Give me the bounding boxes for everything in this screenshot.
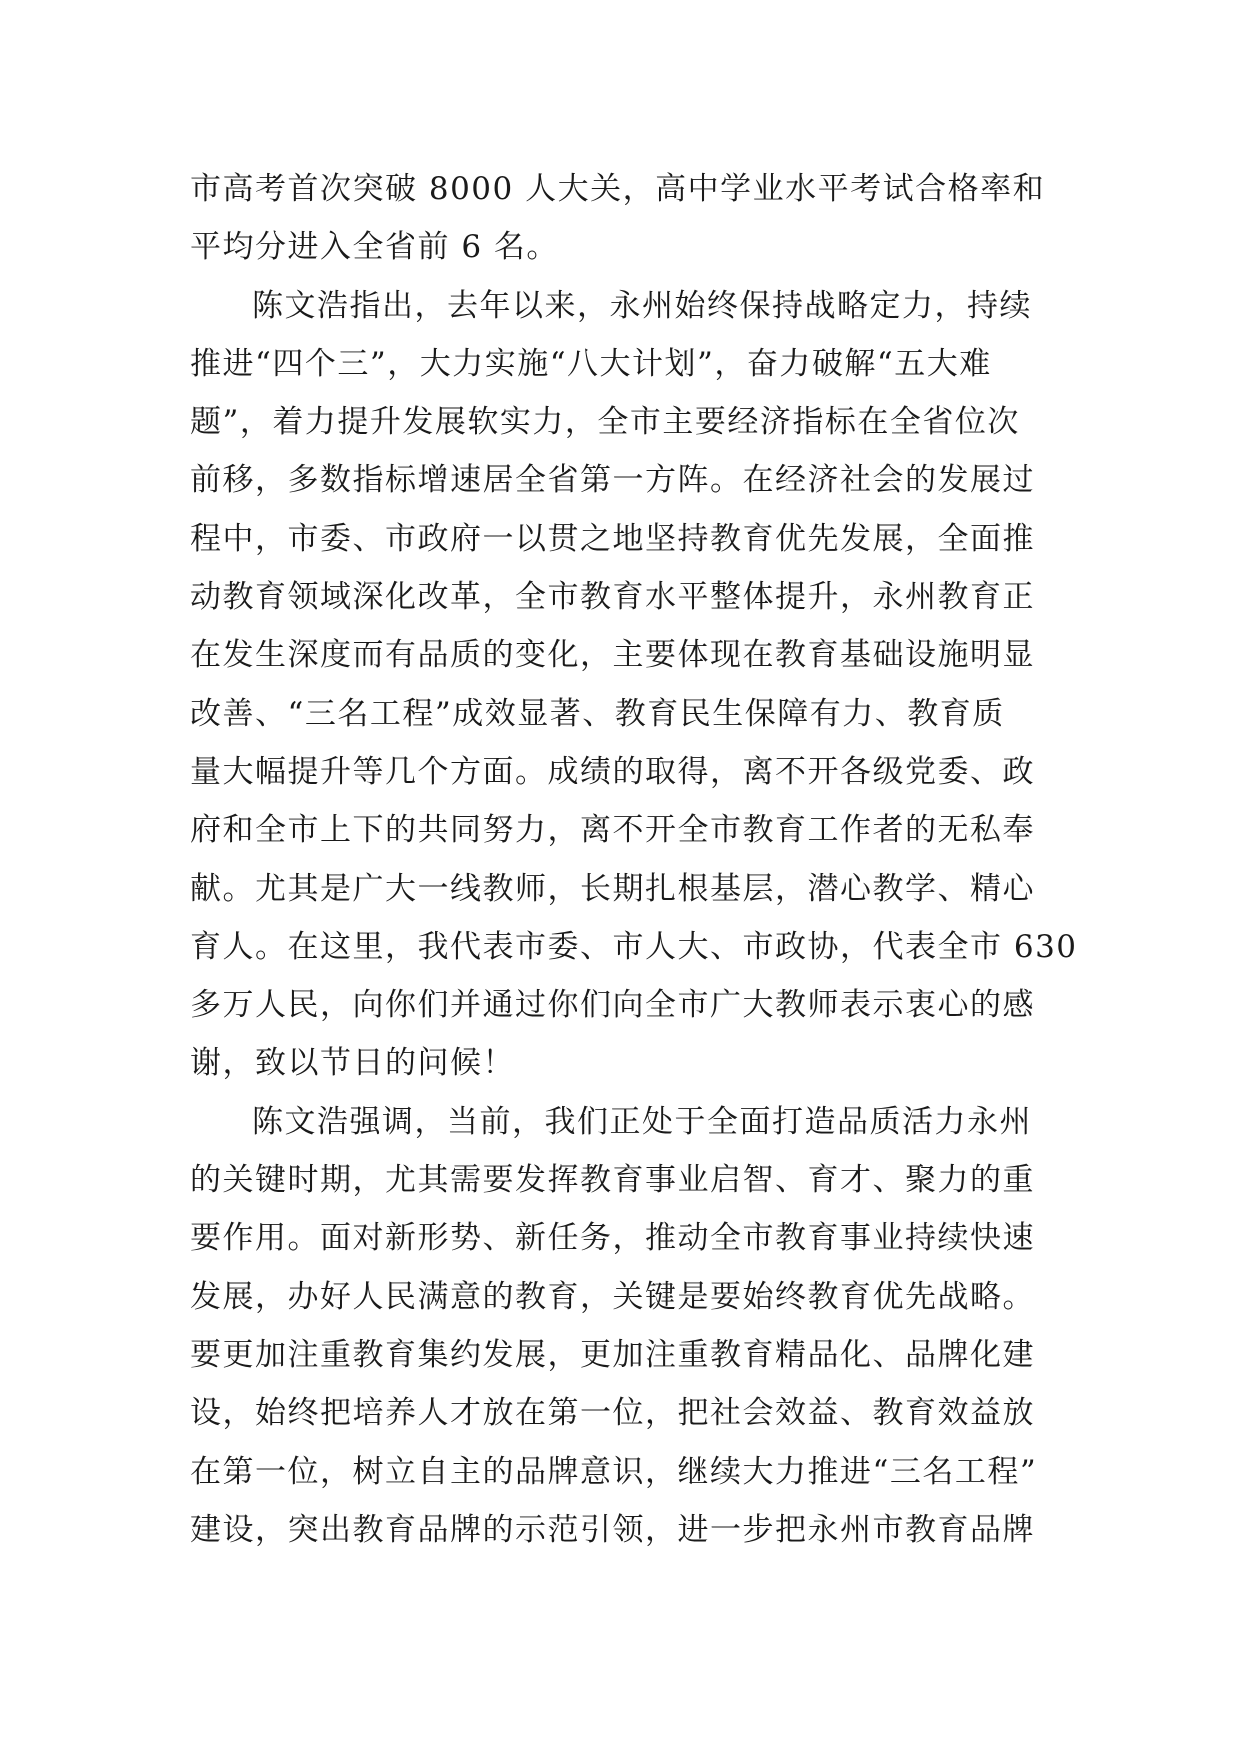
text-line: 市高考首次突破 8000 人大关，高中学业水平考试合格率和 bbox=[190, 171, 1046, 207]
text-line: 前移，多数指标增速居全省第一方阵。在经济社会的发展过 bbox=[190, 462, 1035, 499]
text-line: 在第一位，树立自主的品牌意识，继续大力推进“三名工程” bbox=[190, 1453, 1038, 1490]
text-line: 要更加注重教育集约发展，更加注重教育精品化、品牌化建 bbox=[190, 1336, 1035, 1373]
text-line: 在发生深度而有品质的变化，主要体现在教育基础设施明显 bbox=[190, 637, 1035, 674]
text-line: 献。尤其是广大一线教师，长期扎根基层，潜心教学、精心 bbox=[190, 870, 1035, 907]
text-line: 多万人民，向你们并通过你们向全市广大教师表示衷心的感 bbox=[190, 987, 1035, 1024]
paragraph-start-line: 陈文浩指出，去年以来，永州始终保持战略定力，持续 bbox=[252, 287, 1032, 324]
text-line: 改善、“三名工程”成效显著、教育民生保障有力、教育质 bbox=[190, 695, 1005, 732]
text-line: 推进“四个三”，大力实施“八大计划”，奋力破解“五大难 bbox=[190, 345, 992, 382]
text-line: 的关键时期，尤其需要发挥教育事业启智、育才、聚力的重 bbox=[190, 1162, 1035, 1199]
text-line: 要作用。面对新形势、新任务，推动全市教育事业持续快速 bbox=[190, 1220, 1035, 1257]
text-line: 府和全市上下的共同努力，离不开全市教育工作者的无私奉 bbox=[190, 812, 1035, 849]
text-line: 动教育领域深化改革，全市教育水平整体提升，永州教育正 bbox=[190, 579, 1035, 616]
text-line: 量大幅提升等几个方面。成绩的取得，离不开各级党委、政 bbox=[190, 753, 1035, 790]
text-line: 设，始终把培养人才放在第一位，把社会效益、教育效益放 bbox=[190, 1395, 1035, 1432]
text-line: 题”，着力提升发展软实力，全市主要经济指标在全省位次 bbox=[190, 404, 1020, 441]
text-line: 建设，突出教育品牌的示范引领，进一步把永州市教育品牌 bbox=[190, 1511, 1035, 1548]
document-body bbox=[190, 160, 1078, 1559]
text-line: 程中，市委、市政府一以贯之地坚持教育优先发展，全面推 bbox=[190, 520, 1035, 557]
text-line: 育人。在这里，我代表市委、市人大、市政协，代表全市 630 bbox=[190, 928, 1078, 965]
paragraph-start-line: 陈文浩强调，当前，我们正处于全面打造品质活力永州 bbox=[252, 1103, 1032, 1140]
text-line: 谢，致以节日的问候！ bbox=[190, 1045, 515, 1082]
text-line: 平均分进入全省前 6 名。 bbox=[190, 229, 559, 266]
text-line: 发展，办好人民满意的教育，关键是要始终教育优先战略。 bbox=[190, 1278, 1035, 1315]
